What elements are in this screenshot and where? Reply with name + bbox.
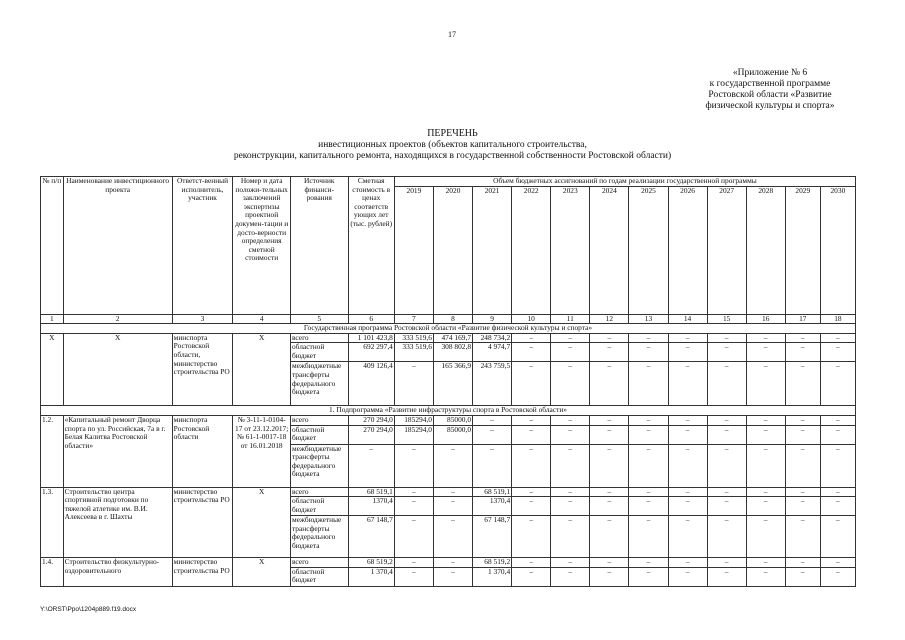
budget-year-cell: – (433, 497, 472, 516)
project-executor: минспорта Ростовской области, министерство строительства РО (172, 333, 233, 406)
budget-year-cell: – (590, 567, 629, 586)
column-number: 1 (41, 314, 64, 324)
column-number: 4 (233, 314, 291, 324)
financing-source: межбюджетные трансферты федерального бюджета (290, 516, 348, 558)
budget-year-cell: – (707, 497, 746, 516)
header-executor: Ответст-венный исполнитель, участник (172, 177, 233, 315)
budget-year-cell: – (820, 487, 855, 497)
budget-year-cell: – (551, 444, 590, 487)
header-year: 2026 (668, 186, 707, 314)
budget-year-cell: – (629, 567, 668, 586)
estimated-cost-cell: 270 294,0 (348, 415, 394, 425)
budget-year-cell: – (668, 425, 707, 444)
budget-year-cell: 474 169,7 (433, 333, 472, 343)
budget-year-cell: – (668, 444, 707, 487)
budget-year-cell: – (820, 558, 855, 568)
column-number: 14 (668, 314, 707, 324)
column-number: 2 (63, 314, 172, 324)
budget-year-cell: – (785, 425, 820, 444)
budget-year-cell: – (785, 497, 820, 516)
project-expertise: X (233, 487, 291, 558)
header-year: 2027 (707, 186, 746, 314)
budget-year-cell: – (746, 567, 785, 586)
budget-year-cell: – (707, 343, 746, 362)
appendix-block (690, 68, 850, 112)
column-number: 12 (590, 314, 629, 324)
budget-year-cell: – (785, 516, 820, 558)
column-number: 6 (348, 314, 394, 324)
column-number: 10 (512, 314, 551, 324)
budget-year-cell: – (394, 516, 433, 558)
budget-year-cell: – (668, 333, 707, 343)
header-expertise: Номер и дата положи-тельных заключений экспертизы проектной докумен-тации и досто-верности определения сметной стоимости (233, 177, 291, 315)
budget-year-cell: – (707, 516, 746, 558)
budget-year-cell: – (512, 567, 551, 586)
project-name: «Капитальный ремонт Дворца спорта по ул. Российская, 7а в г. Белая Калитва Ростовской области» (63, 415, 172, 487)
budget-year-cell: – (668, 497, 707, 516)
budget-year-cell: – (512, 558, 551, 568)
budget-year-cell: – (394, 567, 433, 586)
budget-year-cell: – (785, 343, 820, 362)
budget-year-cell: – (512, 333, 551, 343)
estimated-cost-cell: 270 294,0 (348, 425, 394, 444)
budget-year-cell: – (746, 444, 785, 487)
budget-year-cell: – (707, 444, 746, 487)
budget-year-cell: – (746, 516, 785, 558)
appendix-line: физической культуры и спорта» (705, 101, 835, 111)
budget-year-cell: – (473, 415, 512, 425)
document-title: ПЕРЕЧЕНЬ (427, 128, 478, 139)
budget-year-cell: – (707, 333, 746, 343)
budget-year-cell: – (746, 415, 785, 425)
budget-year-cell: – (785, 333, 820, 343)
financing-source: областной бюджет (290, 497, 348, 516)
budget-year-cell: – (746, 497, 785, 516)
budget-year-cell: – (629, 497, 668, 516)
budget-year-cell: – (551, 415, 590, 425)
project-name: X (63, 333, 172, 406)
budget-year-cell: – (394, 487, 433, 497)
budget-year-cell: – (394, 497, 433, 516)
budget-year-cell: – (551, 343, 590, 362)
header-year: 2021 (473, 186, 512, 314)
budget-year-cell: – (551, 516, 590, 558)
budget-year-cell: – (820, 567, 855, 586)
financing-source: областной бюджет (290, 567, 348, 586)
project-num: X (41, 333, 64, 406)
budget-year-cell: – (473, 444, 512, 487)
budget-year-cell: – (590, 362, 629, 406)
financing-source: всего (290, 333, 348, 343)
budget-year-cell: – (512, 516, 551, 558)
budget-year-cell: – (629, 343, 668, 362)
financing-source: всего (290, 487, 348, 497)
budget-year-cell: – (707, 362, 746, 406)
budget-year-cell: – (707, 425, 746, 444)
project-num: 1.3. (41, 487, 64, 558)
header-year: 2029 (785, 186, 820, 314)
budget-year-cell: 85000,0 (433, 425, 472, 444)
project-name: Строительство центра спортивной подготовки по тяжелой атлетике им. В.И. Алексеева в г. Шахты (63, 487, 172, 558)
budget-year-cell: – (590, 415, 629, 425)
budget-year-cell: – (820, 497, 855, 516)
budget-year-cell: – (551, 362, 590, 406)
column-number: 18 (820, 314, 855, 324)
project-name: Строительство физкультурно-оздоровительного (63, 558, 172, 587)
budget-year-cell: – (551, 567, 590, 586)
budget-year-cell: – (512, 415, 551, 425)
budget-year-cell: – (707, 415, 746, 425)
budget-year-cell: – (746, 487, 785, 497)
budget-year-cell: – (785, 567, 820, 586)
budget-year-cell: 243 759,5 (473, 362, 512, 406)
column-number: 15 (707, 314, 746, 324)
estimated-cost-cell: – (348, 444, 394, 487)
budget-year-cell: – (629, 362, 668, 406)
budget-year-cell: – (433, 567, 472, 586)
budget-year-cell: 248 734,2 (473, 333, 512, 343)
column-number: 11 (551, 314, 590, 324)
budget-year-cell: – (473, 425, 512, 444)
financing-source: областной бюджет (290, 343, 348, 362)
budget-year-cell: 68 519,2 (473, 558, 512, 568)
budget-year-cell: 333 519,6 (394, 333, 433, 343)
budget-year-cell: – (820, 415, 855, 425)
budget-year-cell: – (820, 362, 855, 406)
document-subtitle (0, 140, 905, 162)
budget-year-cell: – (590, 343, 629, 362)
header-year: 2020 (433, 186, 472, 314)
column-number: 8 (433, 314, 472, 324)
budget-year-cell: – (590, 497, 629, 516)
budget-year-cell: – (746, 425, 785, 444)
subtitle-line: инвестиционных проектов (объектов капитального строительства, (318, 140, 587, 150)
budget-year-cell: – (668, 362, 707, 406)
budget-year-cell: – (590, 333, 629, 343)
budget-year-cell: 185294,0 (394, 425, 433, 444)
header-year: 2019 (394, 186, 433, 314)
budget-year-cell: – (512, 497, 551, 516)
page-number: 17 (448, 30, 456, 39)
budget-year-cell: – (820, 516, 855, 558)
header-year: 2024 (590, 186, 629, 314)
budget-year-cell: – (512, 425, 551, 444)
appendix-line: Ростовской области «Развитие (708, 90, 832, 100)
project-num: 1.2. (41, 415, 64, 487)
financing-source: областной бюджет (290, 425, 348, 444)
budget-year-cell: – (746, 333, 785, 343)
budget-year-cell: – (707, 567, 746, 586)
budget-year-cell: – (707, 558, 746, 568)
budget-year-cell: – (785, 444, 820, 487)
header-source: Источник финанси-рования (290, 177, 348, 315)
budget-year-cell: – (820, 444, 855, 487)
budget-year-cell: – (551, 333, 590, 343)
budget-year-cell: – (668, 415, 707, 425)
project-expertise: X (233, 558, 291, 587)
budget-year-cell: – (785, 362, 820, 406)
subprogram-row: 1. Подпрограмма «Развитие инфраструктуры спорта в Ростовской области» (41, 406, 856, 416)
column-number: 9 (473, 314, 512, 324)
table-row (41, 558, 856, 568)
budget-year-cell: – (820, 333, 855, 343)
estimated-cost-cell: 68 519,1 (348, 487, 394, 497)
appendix-line: «Приложение № 6 (732, 68, 808, 78)
table-row (41, 415, 856, 425)
budget-year-cell: – (590, 444, 629, 487)
budget-year-cell: – (512, 362, 551, 406)
budget-year-cell: – (629, 444, 668, 487)
budget-year-cell: – (707, 487, 746, 497)
table-row (41, 487, 856, 497)
budget-year-cell: 68 519,1 (473, 487, 512, 497)
subtitle-line: реконструкции, капитального ремонта, находящихся в государственной собственности Ростовской области) (233, 151, 672, 161)
budget-year-cell: – (551, 558, 590, 568)
column-number: 3 (172, 314, 233, 324)
budget-year-cell: 1370,4 (473, 497, 512, 516)
budget-year-cell: – (785, 558, 820, 568)
budget-year-cell: – (551, 497, 590, 516)
header-year: 2025 (629, 186, 668, 314)
project-num: 1.4. (41, 558, 64, 587)
column-number: 13 (629, 314, 668, 324)
investment-projects-table (40, 176, 856, 587)
budget-year-cell: – (433, 487, 472, 497)
column-number: 17 (785, 314, 820, 324)
budget-year-cell: – (590, 516, 629, 558)
financing-source: межбюджетные трансферты федерального бюджета (290, 362, 348, 406)
budget-year-cell: – (668, 343, 707, 362)
budget-year-cell: – (433, 516, 472, 558)
header-year: 2022 (512, 186, 551, 314)
budget-year-cell: – (590, 558, 629, 568)
budget-year-cell: – (433, 558, 472, 568)
budget-year-cell: – (785, 415, 820, 425)
header-cost: Сметная стоимость в ценах соответств ующих лет (тыс. рублей) (348, 177, 394, 315)
budget-year-cell: – (785, 487, 820, 497)
budget-year-cell: – (394, 558, 433, 568)
budget-year-cell: – (512, 343, 551, 362)
budget-year-cell: 165 366,9 (433, 362, 472, 406)
project-executor: министерство строительства РО (172, 487, 233, 558)
budget-year-cell: – (629, 333, 668, 343)
budget-year-cell: 67 148,7 (473, 516, 512, 558)
project-expertise: X (233, 333, 291, 406)
budget-year-cell: – (590, 425, 629, 444)
estimated-cost-cell: 409 126,4 (348, 362, 394, 406)
budget-year-cell: – (551, 425, 590, 444)
header-year: 2030 (820, 186, 855, 314)
budget-year-cell: 308 802,8 (433, 343, 472, 362)
budget-year-cell: – (629, 425, 668, 444)
budget-year-cell: – (512, 487, 551, 497)
budget-year-cell: – (394, 362, 433, 406)
budget-year-cell: 333 519,6 (394, 343, 433, 362)
budget-year-cell: – (629, 558, 668, 568)
budget-year-cell: – (668, 558, 707, 568)
budget-year-cell: – (746, 362, 785, 406)
financing-source: всего (290, 558, 348, 568)
budget-year-cell: – (629, 415, 668, 425)
column-number: 7 (394, 314, 433, 324)
header-year: 2028 (746, 186, 785, 314)
budget-year-cell: – (629, 516, 668, 558)
project-executor: министерство строительства РО (172, 558, 233, 587)
budget-year-cell: – (668, 567, 707, 586)
project-executor: минспорта Ростовской области (172, 415, 233, 487)
header-budget-group: Объем бюджетных ассигнований по годам реализации государственной программы (394, 177, 855, 187)
budget-year-cell: – (820, 343, 855, 362)
program-row: Государственная программа Ростовской области «Развитие физической культуры и спорта» (41, 324, 856, 334)
estimated-cost-cell: 68 519,2 (348, 558, 394, 568)
file-path-footer: Y:\ORST\Ppo\1204p889.f19.docx (40, 606, 137, 613)
column-number: 16 (746, 314, 785, 324)
estimated-cost-cell: 1 370,4 (348, 567, 394, 586)
column-number: 5 (290, 314, 348, 324)
budget-year-cell: – (820, 425, 855, 444)
budget-year-cell: – (746, 343, 785, 362)
budget-year-cell: – (668, 516, 707, 558)
financing-source: межбюджетные трансферты федерального бюджета (290, 444, 348, 487)
budget-year-cell: – (512, 444, 551, 487)
budget-year-cell: – (433, 444, 472, 487)
estimated-cost-cell: 67 148,7 (348, 516, 394, 558)
budget-year-cell: 85000,0 (433, 415, 472, 425)
header-year: 2023 (551, 186, 590, 314)
header-num: № п/п (41, 177, 64, 315)
budget-year-cell: 1 370,4 (473, 567, 512, 586)
estimated-cost-cell: 1 101 423,8 (348, 333, 394, 343)
budget-year-cell: – (551, 487, 590, 497)
budget-year-cell: – (746, 558, 785, 568)
estimated-cost-cell: 1370,4 (348, 497, 394, 516)
budget-year-cell: – (394, 444, 433, 487)
budget-year-cell: 4 974,7 (473, 343, 512, 362)
financing-source: всего (290, 415, 348, 425)
budget-year-cell: – (629, 487, 668, 497)
budget-year-cell: – (668, 487, 707, 497)
budget-year-cell: 185294,0 (394, 415, 433, 425)
budget-year-cell: – (590, 487, 629, 497)
project-expertise: № 3-11-1-0104-17 от 23.12.2017; № 61-1-0017-18 от 16.01.2018 (233, 415, 291, 487)
estimated-cost-cell: 692 297,4 (348, 343, 394, 362)
appendix-line: к государственной программе (709, 79, 831, 89)
header-name: Наименование инвестиционного проекта (63, 177, 172, 315)
table-row (41, 333, 856, 343)
